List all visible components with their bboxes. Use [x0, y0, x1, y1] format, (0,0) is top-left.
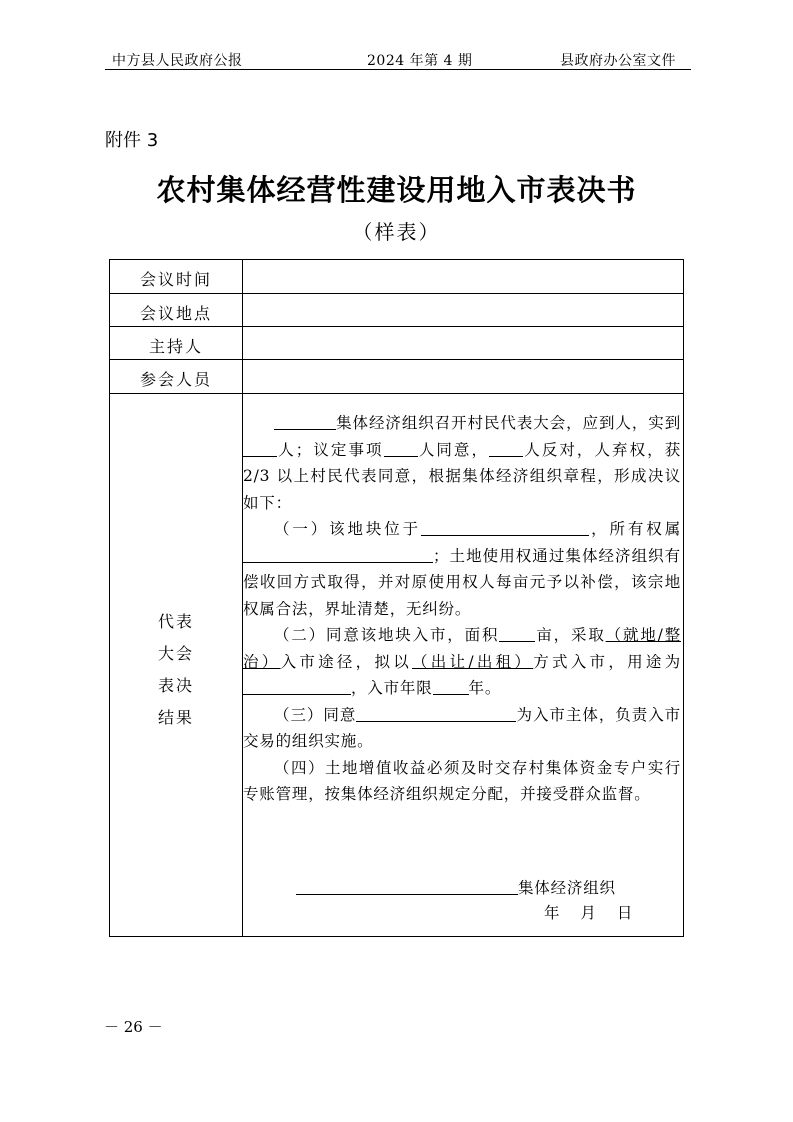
blank-present: [243, 439, 277, 457]
document-title: 农村集体经营性建设用地入市表决书: [156, 173, 637, 207]
signature-line: 集体经济组织: [296, 876, 616, 898]
blank-area: [499, 624, 535, 642]
row-label-meeting-time: 会议时间: [139, 270, 212, 289]
header-section: 县政府办公室文件: [560, 53, 676, 69]
attachment-label: 附件 3: [105, 130, 159, 151]
date-line: 年 月 日: [544, 904, 634, 922]
row-divider: [110, 293, 683, 294]
row-divider: [110, 393, 683, 394]
blank-ownership: [243, 545, 433, 563]
blank-usage: [243, 677, 351, 695]
blank-location: [421, 518, 589, 536]
row-label-meeting-place: 会议地点: [139, 304, 212, 323]
row-label-host: 主持人: [148, 337, 203, 356]
resolution-text: [243, 410, 681, 808]
paragraph-3: （三）同意 为入市主体，负责入市交易的组织实施。: [243, 705, 681, 750]
paragraph-1: （一）该地块位于 ，所有权属；土地使用权通过集体经济组织有偿收回方式取得，并对原使用权人每亩元予以补偿，该宗地权属合法，界址清楚，无纠纷。: [243, 520, 681, 618]
blank-agree: [384, 439, 418, 457]
blank-entity: [356, 704, 516, 722]
row-label-vote-result: 代表 大会 表决 结果: [157, 612, 194, 727]
row-divider: [110, 359, 683, 360]
resolution-form: [109, 259, 684, 937]
paragraph-2: （二）同意该地块入市，面积 亩，采取（就地/整治）入市途径，拟以（出让/出租）方式入市，用途为，入市年限 年。: [243, 626, 681, 697]
blank-term: [433, 677, 469, 695]
document-subtitle: （样表）: [352, 220, 441, 244]
blank-oppose: [489, 439, 523, 457]
paragraph-4: （四）土地增值收益必须及时交存村集体资金专户实行专账管理，按集体经济组织规定分配，并接受群众监督。: [243, 758, 681, 803]
row-divider: [110, 326, 683, 327]
blank-organization: [274, 412, 336, 430]
header-issue: 2024 年第 4 期: [367, 53, 473, 69]
page-number: － 26 －: [104, 1018, 163, 1036]
header-rule: [105, 69, 691, 70]
paragraph-intro: 集体经济组织召开村民代表大会，应到人，实到人；议定事项 人同意， 人反对，人弃权，获 2/3 以上村民代表同意，根据集体经济组织章程，形成决议如下：: [243, 414, 681, 512]
header-publication: 中方县人民政府公报: [112, 53, 243, 69]
row-label-attendees: 参会人员: [139, 370, 212, 389]
blank-signature: [296, 877, 518, 895]
